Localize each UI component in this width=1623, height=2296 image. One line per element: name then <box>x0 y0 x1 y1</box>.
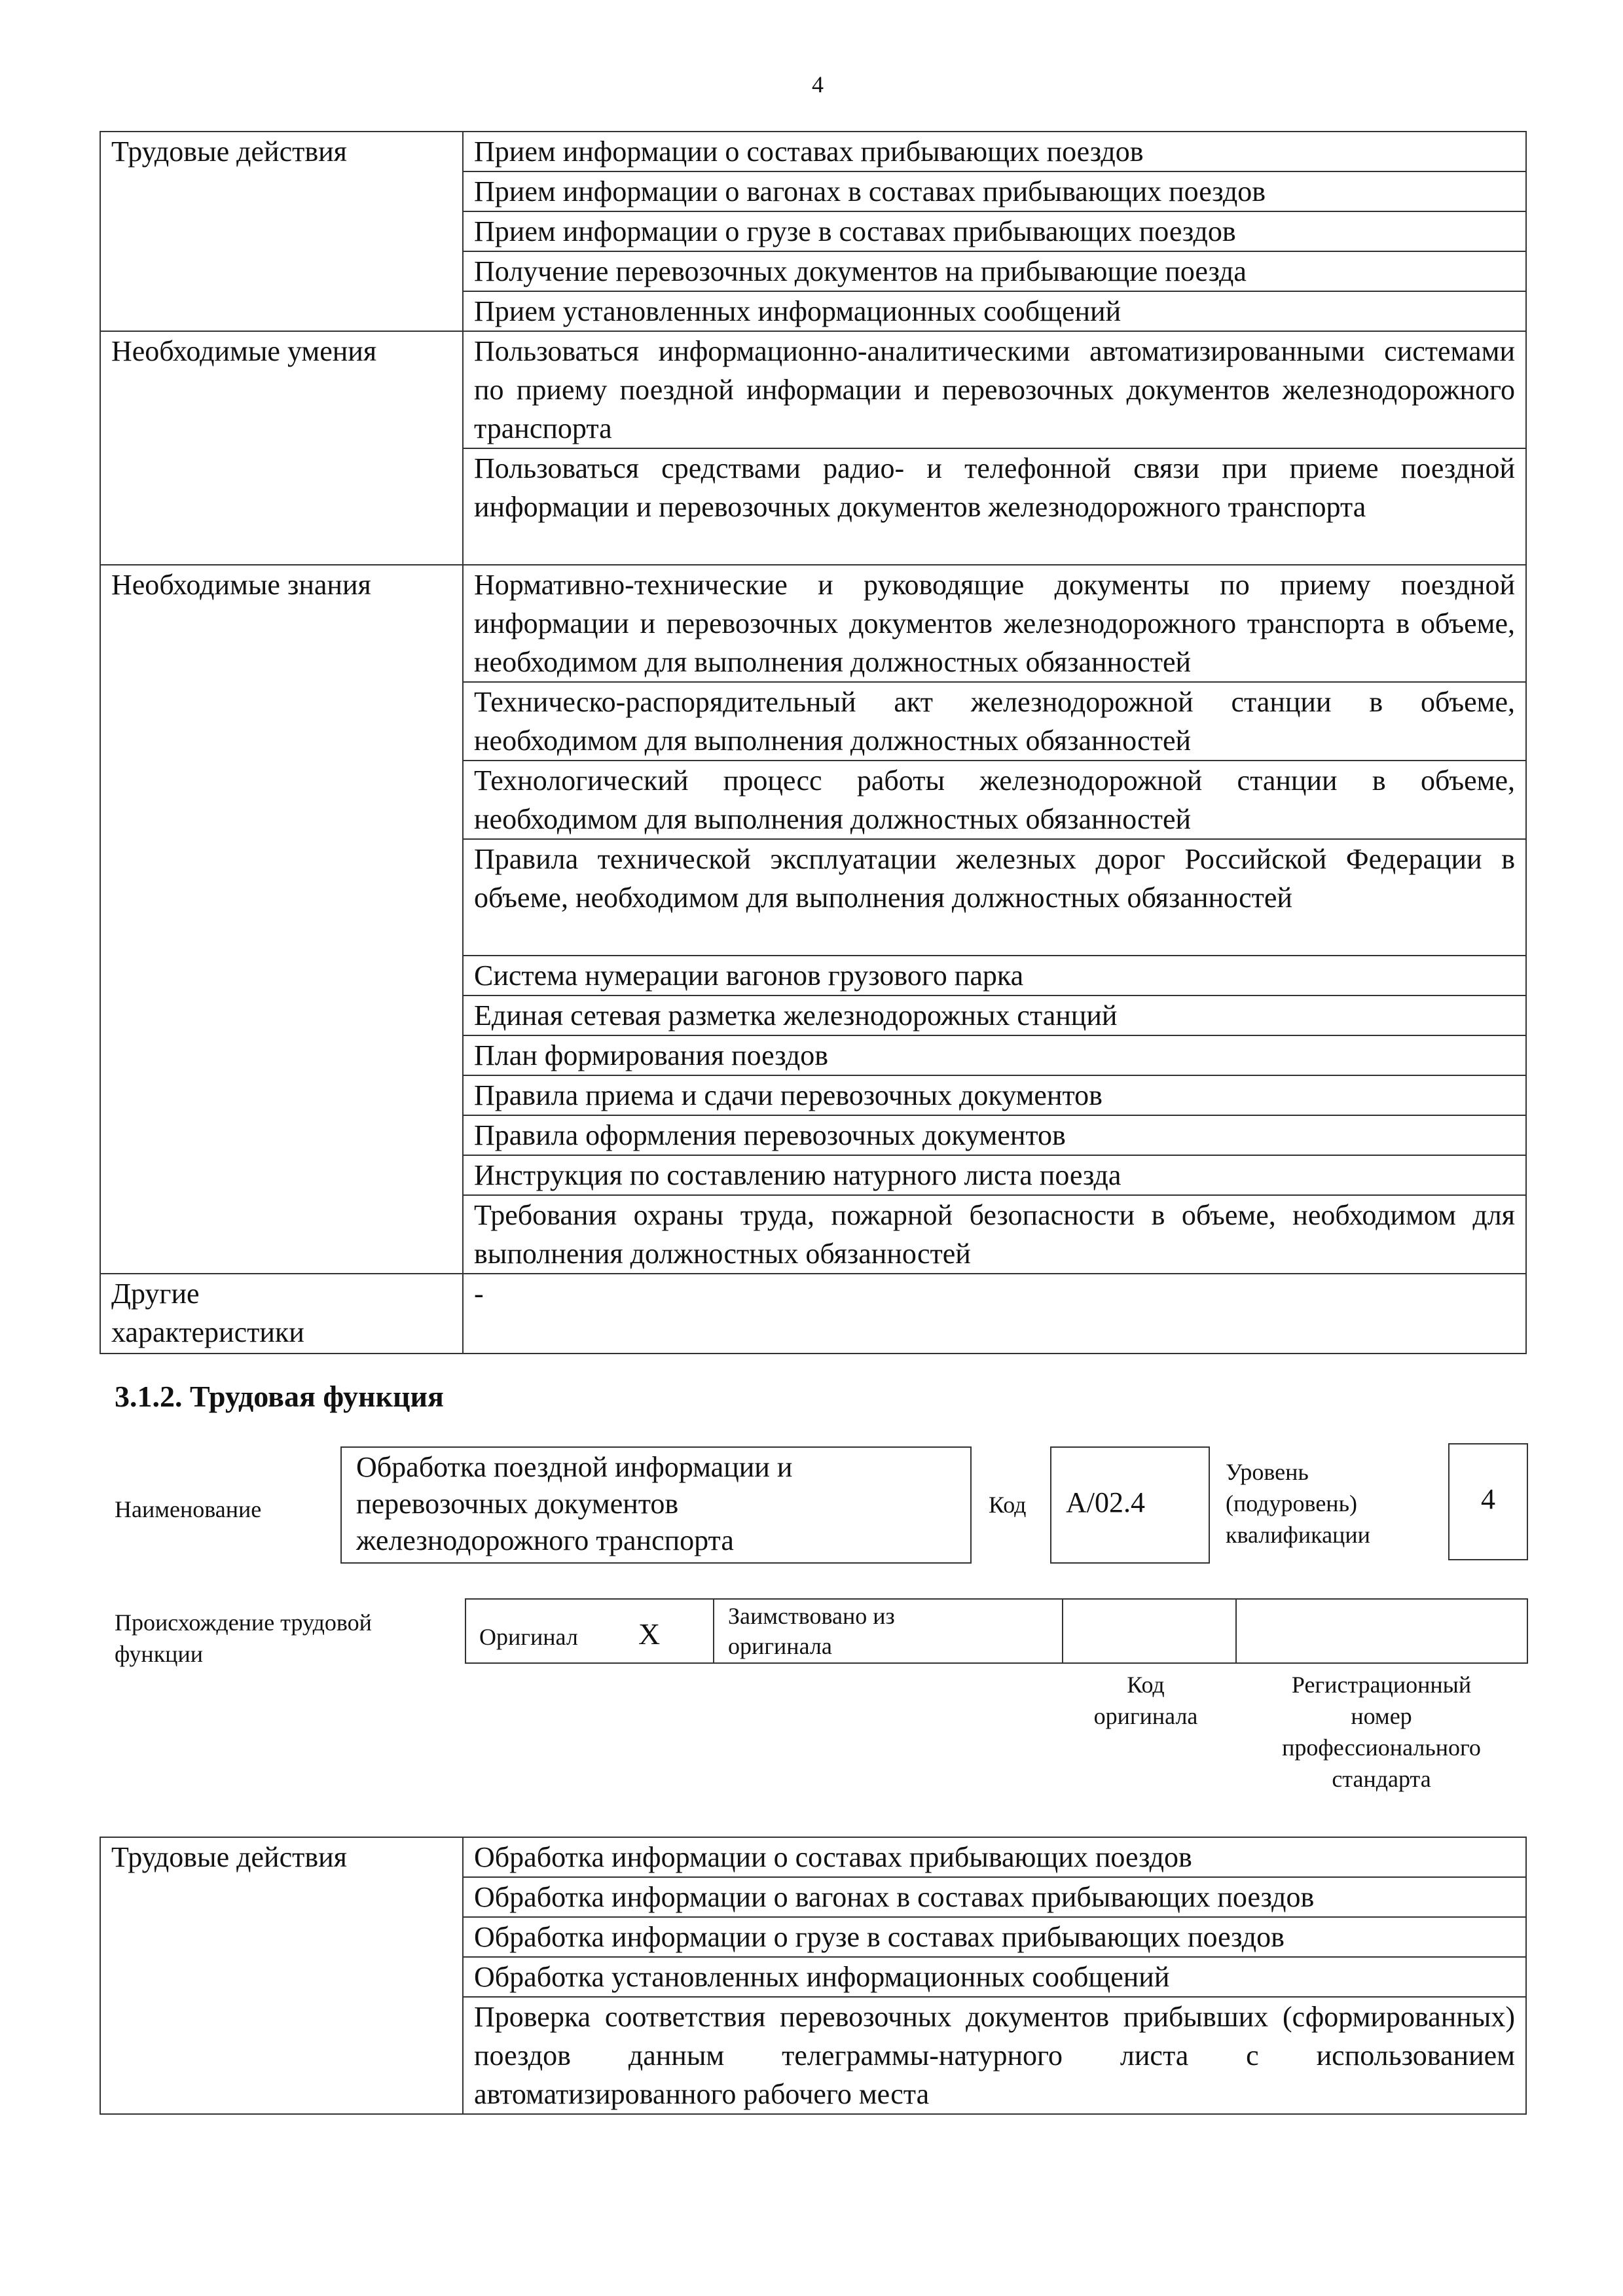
registration-number-caption <box>1244 1669 1519 1795</box>
original-label: Оригинал <box>479 1624 578 1650</box>
skill-item: Пользоваться средствами радио- и телефонной связи при приеме поездной информации и перевозочных документов железнодорожного транспорта <box>463 448 1526 565</box>
knowledge-item: Требования охраны труда, пожарной безопасности в объеме, необходимом для выполнения должностных обязанностей <box>463 1195 1526 1274</box>
function-name-line3: железнодорожного транспорта <box>356 1524 734 1556</box>
borrowed-label-line1: Заимствовано из <box>728 1603 895 1629</box>
level-label <box>1226 1456 1370 1551</box>
labor-function-table-2 <box>100 1837 1527 2115</box>
labor-action-item: Прием установленных информационных сообщений <box>463 291 1526 331</box>
knowledge-item: Технологический процесс работы железнодорожной станции в объеме, необходимом для выполнения должностных обязанностей <box>463 761 1526 839</box>
labor-action-item: Прием информации о составах прибывающих поездов <box>463 132 1526 171</box>
knowledge-item: Правила технической эксплуатации железных дорог Российской Федерации в объеме, необходимом для выполнения должностных обязанностей <box>463 839 1526 956</box>
other-characteristics-label-line1: Другие <box>111 1278 200 1310</box>
other-characteristics-label-line2: характеристики <box>111 1316 304 1348</box>
borrowed-label <box>728 1601 895 1661</box>
page-number: 4 <box>812 71 824 98</box>
original-mark: X <box>638 1617 661 1651</box>
knowledge-item: Техническо-распорядительный акт железнодорожной станции в объеме, необходимом для выполнения должностных обязанностей <box>463 682 1526 761</box>
registration-caption-line4: стандарта <box>1332 1766 1431 1792</box>
level-label-line2: (подуровень) <box>1226 1490 1357 1516</box>
labor-action-item: Обработка информации о грузе в составах прибывающих поездов <box>463 1917 1526 1957</box>
origin-table <box>465 1598 1528 1664</box>
level-label-line1: Уровень <box>1226 1459 1309 1485</box>
labor-action-item: Прием информации о грузе в составах прибывающих поездов <box>463 211 1526 251</box>
knowledge-item: Правила приема и сдачи перевозочных документов <box>463 1075 1526 1115</box>
code-value: A/02.4 <box>1066 1486 1145 1518</box>
level-value: 4 <box>1481 1483 1495 1515</box>
code-box <box>1050 1446 1210 1564</box>
skills-label: Необходимые умения <box>100 331 463 565</box>
original-code-caption <box>1074 1669 1218 1732</box>
labor-action-item: Проверка соответствия перевозочных документов прибывших (сформированных) поездов данным телеграммы-натурного листа с использованием автоматизированного рабочего места <box>463 1997 1526 2114</box>
section-heading: 3.1.2. Трудовая функция <box>115 1380 444 1413</box>
code-label: Код <box>989 1492 1027 1518</box>
function-name-box <box>340 1446 972 1564</box>
skill-item: Пользоваться информационно-аналитическими автоматизированными системами по приему поездной информации и перевозочных документов железнодорожного транспорта <box>463 331 1526 448</box>
original-code-caption-line2: оригинала <box>1093 1703 1198 1729</box>
other-characteristics-label <box>100 1274 463 1354</box>
labor-action-item: Обработка информации о вагонах в составах прибывающих поездов <box>463 1877 1526 1917</box>
registration-caption-line1: Регистрационный <box>1291 1672 1472 1698</box>
other-characteristics-value: - <box>463 1274 1526 1354</box>
function-name-line1: Обработка поездной информации и <box>356 1451 793 1483</box>
knowledge-item: Единая сетевая разметка железнодорожных станций <box>463 996 1526 1035</box>
function-name-line2: перевозочных документов <box>356 1488 679 1520</box>
knowledge-item: Система нумерации вагонов грузового парка <box>463 956 1526 996</box>
labor-action-item: Обработка установленных информационных сообщений <box>463 1957 1526 1997</box>
original-code-caption-line1: Код <box>1127 1672 1165 1698</box>
registration-caption-line2: номер <box>1351 1703 1412 1729</box>
origin-label-line1: Происхождение трудовой <box>115 1609 372 1636</box>
labor-actions-label: Трудовые действия <box>100 132 463 331</box>
knowledge-item: Инструкция по составлению натурного листа поезда <box>463 1155 1526 1195</box>
knowledge-item: План формирования поездов <box>463 1035 1526 1075</box>
knowledge-item: Нормативно-технические и руководящие документы по приему поездной информации и перевозочных документов железнодорожного транспорта в объеме, необходимом для выполнения должностных обязанностей <box>463 565 1526 682</box>
name-label: Наименование <box>115 1496 262 1522</box>
knowledge-label: Необходимые знания <box>100 565 463 1274</box>
level-box <box>1448 1443 1528 1560</box>
registration-caption-line3: профессионального <box>1282 1734 1481 1761</box>
borrowed-label-line2: оригинала <box>728 1633 832 1659</box>
level-label-line3: квалификации <box>1226 1522 1370 1548</box>
labor-action-item: Обработка информации о составах прибывающих поездов <box>463 1837 1526 1877</box>
origin-label-line2: функции <box>115 1641 203 1667</box>
labor-actions-label-2: Трудовые действия <box>100 1837 463 2114</box>
knowledge-item: Правила оформления перевозочных документов <box>463 1115 1526 1155</box>
labor-action-item: Получение перевозочных документов на прибывающие поезда <box>463 251 1526 291</box>
origin-label <box>115 1607 372 1670</box>
labor-action-item: Прием информации о вагонах в составах прибывающих поездов <box>463 171 1526 211</box>
labor-function-table-1 <box>100 131 1527 1354</box>
